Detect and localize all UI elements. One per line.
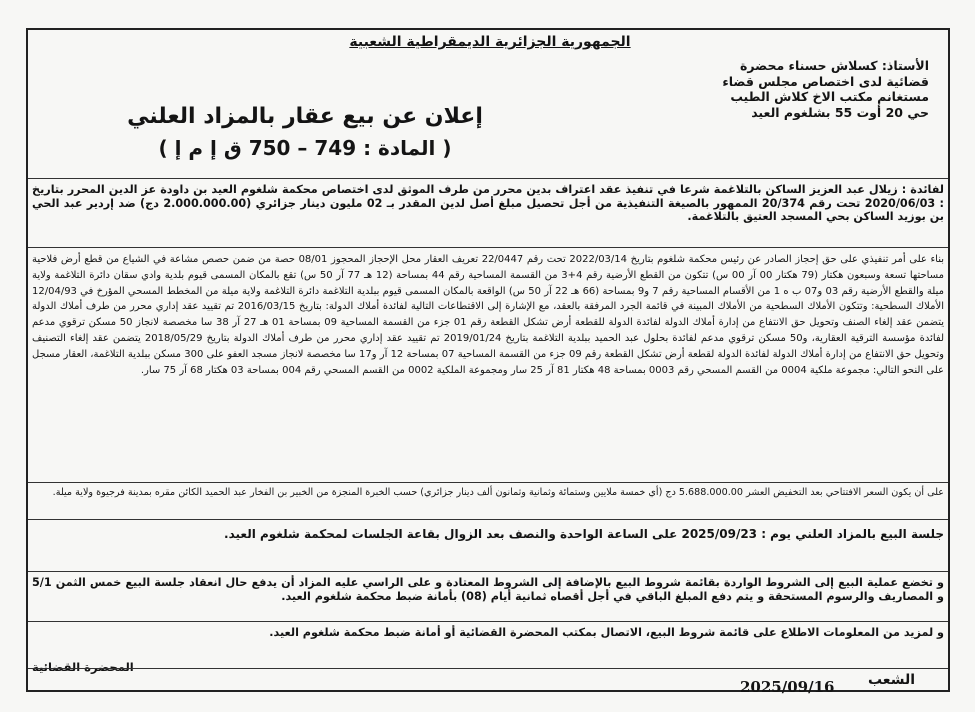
bailiff-signature: المحضرة القضائية [32, 660, 134, 674]
auction-session-paragraph: جلسة البيع بالمزاد العلني يوم : 2025/09/23 على الساعة الواحدة والنصف بعد الزوال بقاعة الجلسات لمحكمة شلغوم العيد. [224, 527, 944, 541]
creditor-paragraph: لفائدة : زيلال عبد العزيز الساكن بالتلاغمة شرعا في تنفيذ عقد اعتراف بدين محرر من طرف الموثق لدى اختصاص محكمة شلغوم العيد بن داودة عز الدين المحرر بتاريخ : 2020/06/03 تحت رقم 20/374 الممهور بالصيغة التنفيذية من أجل تحصيل مبلغ أصل لدين المقدر بـ 02 مليون دينار جزائري (2.000.000.00 دج) ضد إردير عبد الحي بن بوزيد الساكن بحي المسجد العتيق بالتلاغمة. [32, 183, 944, 223]
divider [28, 247, 948, 248]
information-paragraph: و لمزيد من المعلومات الاطلاع على قائمة شروط البيع، الاتصال بمكتب المحضرة القضائية أو أمانة ضبط محكمة شلغوم العيد. [269, 626, 944, 639]
lawyer-line: الأستاذ: كسلاش حسناء محضرة [739, 58, 929, 73]
divider [28, 571, 948, 572]
announcement-title: إعلان عن بيع عقار بالمزاد العلني [127, 104, 483, 129]
divider [28, 178, 948, 179]
lawyer-line: مستغانم مكتب الاخ كلاش الطيب [730, 89, 929, 104]
publication-date: 2025/09/16 [740, 678, 835, 696]
lawyer-line: حي 20 أوت 55 بشلغوم العيد [751, 104, 929, 120]
divider [28, 482, 948, 483]
opening-price-paragraph: على أن يكون السعر الافتتاحي بعد التخفيض العشر 5.688.000.00 دج (أي خمسة ملايين وستمائة وثمانية وثمانون ألف دينار جزائري) حسب الخبرة المنجزة من الخبير بن الفخار عبد الحميد الكائن مقره بمدينة فرجيوة ولاية ميلة. [52, 487, 944, 498]
legal-article-reference: ( المادة : 749 – 750 ق إ م إ ) [158, 136, 452, 160]
divider [28, 668, 948, 669]
divider [28, 519, 948, 520]
lawyer-line: قضائية لدى اختصاص مجلس قضاء [722, 73, 929, 89]
divider [28, 621, 948, 622]
lawyer-address-block [609, 58, 929, 120]
republic-heading: الجمهورية الجزائرية الديمقراطية الشعبية [349, 34, 631, 50]
newspaper-name: الشعب [867, 672, 915, 688]
property-description-paragraph: بناء على أمر تنفيذي على حق إحجاز الصادر عن رئيس محكمة شلغوم بتاريخ 2022/03/14 تحت رقم 22/0447 تعريف العقار محل الإحجاز المحجوز 08/01 حصة من ضمن حصص مشاعة في الشياع من قطع أرض فلاحية مساحتها تسعة وسبعون هكتار (79 هكتار 00 آر 00 س) تتكون من القطع الأرضية رقم 4+3 من القسمة المساحية رقم 44 بمساحة (12 هـ 77 آر 50 س) تقع بالمكان المسمى قيوم بلدية وادي سقان دائرة التلاغمة ولاية ميلة والقطع الأرضية رقم 03 و07 ب ه 1 من الأقسام المساحية رقم 7 و9 بمساحة (66 هـ 22 آر 50 س) الواقعة بالمكان المسمى قيوم ببلدية التلاغمة دائرة التلاغمة ولاية ميلة من المخطط المسحي المؤرخ في 12/04/93 الأملاك السطحية: وتتكون الأملاك السطحية من الأملاك المبينة في قائمة الجرد المرفقة بالعقد، مع الإشارة إلى الاقتطاعات التالية لفائدة أملاك الدولة: بتاريخ 2016/03/15 تم تقييد عقد إداري محرر من طرف أملاك الدولة يتضمن عقد إلغاء الصنف وتحويل حق الانتفاع من إدارة أملاك الدولة لفائدة الدولة للقطعة أرض تشكل القطعة رقم 01 جزء من القسمة المساحية 09 بمساحة 01 هـ 27 آر 38 سا مخصصة لانجاز 50 مسكن ترقوي مدعم لفائدة مؤسسة الترقية العقارية، و50 مسكن ترقوي مدعم لفائدة بحلول عبد الحميد ببلدية التلاغمة بتاريخ 2019/01/24 تم تقييد عقد إداري محرر من طرف أملاك الدولة بتاريخ 2018/05/29 يتضمن عقد إلغاء التصنيف وتحويل حق الانتفاع من إدارة أملاك الدولة لفائدة الدولة لقطعة أرض تشكل القطعة رقم 09 جزء من القسمة المساحية 07 بمساحة 12 آر و17 سا مخصصة لانجاز مسجد العفو على 300 مسكن ببلدية التلاغمة، العقار مسجل على النحو التالي: مجموعة ملكية 0004 من القسم المسحي رقم 0003 بمساحة 48 هكتار 81 آر 25 سار ومجموعة الملكية 0002 من القسم المسحي رقم 004 بمساحة 03 هكتار 68 آر 75 سار. [32, 254, 945, 376]
sale-conditions-paragraph: و تخضع عملية البيع إلى الشروط الواردة بقائمة شروط البيع بالإضافة إلى الشروط المعتادة و على الراسي عليه المزاد أن يدفع حال انعقاد جلسة البيع خمس الثمن 5/1 و المصاريف والرسوم المستحقة و يتم دفع المبلغ الباقي في أجل أقصاه ثمانية أيام (08) بأمانة ضبط محكمة شلغوم العيد. [32, 576, 944, 603]
